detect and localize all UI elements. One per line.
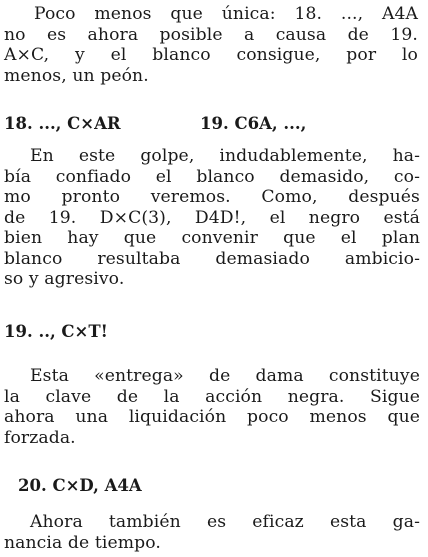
text-line: Poco menos que única: 18. ..., A4A <box>34 4 419 24</box>
move-notation-white: 19. C6A, ..., <box>200 114 307 133</box>
move-notation-black: 18. ..., C×AR <box>4 114 121 133</box>
text-line: so y agresivo. <box>4 269 125 289</box>
text-line: de 19. D×C(3), D4D!, el negro está <box>4 207 420 228</box>
text-line: menos, un peón. <box>4 65 149 86</box>
text-line: Esta «entrega» de dama constituye <box>30 366 420 386</box>
move-line-18 <box>0 114 428 134</box>
text-line: bía confiado el blanco demasido, co- <box>4 166 421 187</box>
text-line: Ahora también es eficaz esta ga- <box>30 512 421 532</box>
move-notation: 20. C×D, A4A <box>18 476 142 495</box>
move-line-20 <box>0 476 428 496</box>
text-line: nancia de tiempo. <box>4 532 161 553</box>
paragraph-4 <box>0 512 428 553</box>
text-line: En este golpe, indudablemente, ha- <box>30 146 420 166</box>
text-line: blanco resultaba demasiado ambicio- <box>4 248 420 269</box>
paragraph-1 <box>0 4 428 86</box>
move-notation-black: 19. .., C×T! <box>4 322 108 341</box>
text-line: mo pronto veremos. Como, después <box>4 187 420 207</box>
text-line: forzada. <box>4 427 76 448</box>
text-line: A×C, y el blanco consigue, por lo <box>4 45 418 65</box>
paragraph-3 <box>0 366 428 448</box>
move-line-19 <box>0 322 428 342</box>
text-line: no es ahora posible a causa de 19. <box>4 24 418 45</box>
text-line: la clave de la acción negra. Sigue <box>4 386 421 407</box>
text-line: ahora una liquidación poco menos que <box>4 407 421 427</box>
text-line: bien hay que convenir que el plan <box>4 228 421 248</box>
paragraph-2 <box>0 146 428 290</box>
